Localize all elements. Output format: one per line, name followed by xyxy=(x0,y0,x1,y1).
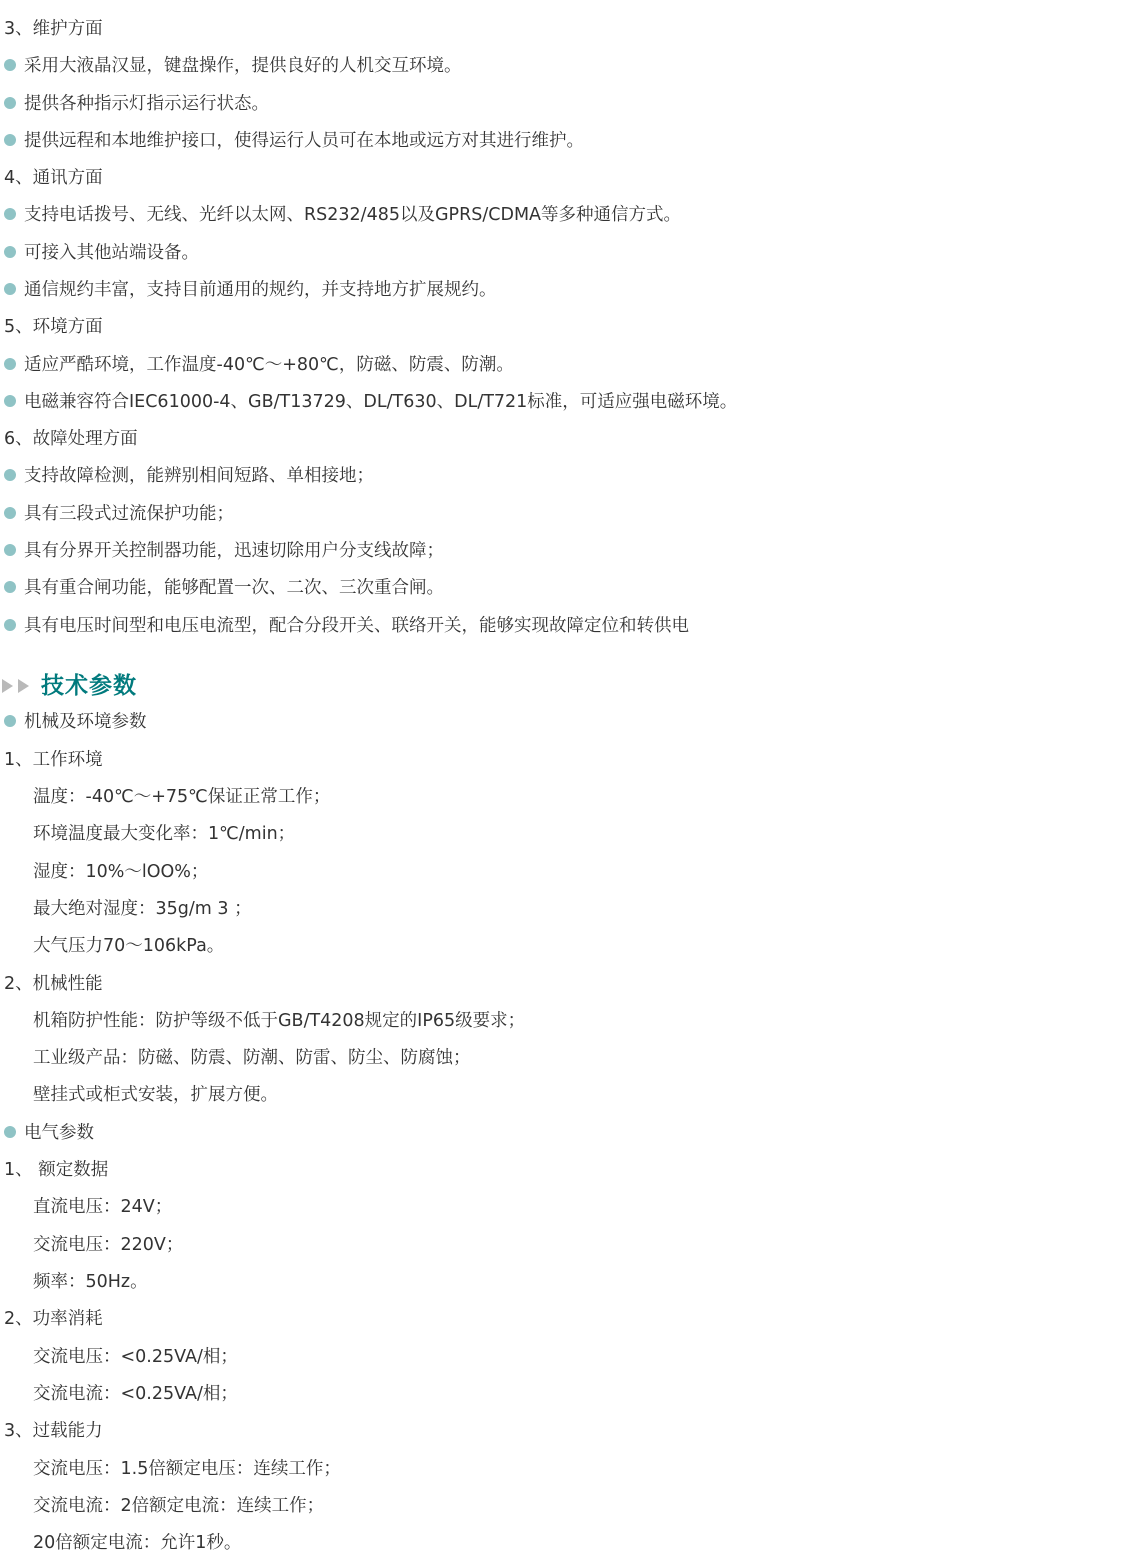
line-text: 2、功率消耗 xyxy=(4,1309,103,1329)
bullet-icon xyxy=(4,395,16,407)
line-text: 交流电流：<0.25VA/相； xyxy=(33,1384,238,1404)
section-title-tech-params xyxy=(2,669,137,703)
line-text: 频率：50Hz。 xyxy=(33,1272,148,1292)
bullet-icon xyxy=(4,507,16,519)
line-text: 具有分界开关控制器功能，迅速切除用户分支线故障； xyxy=(24,541,444,561)
param-line xyxy=(33,857,208,887)
line-text: 采用大液晶汉显，键盘操作，提供良好的人机交互环境。 xyxy=(24,56,462,76)
bullet-icon xyxy=(4,358,16,370)
list-item xyxy=(4,1118,94,1148)
bullet-icon xyxy=(4,59,16,71)
line-text: 环境温度最大变化率：1℃/min； xyxy=(33,824,296,844)
heading-communication xyxy=(4,163,103,193)
list-item xyxy=(4,275,497,305)
param-line xyxy=(33,1491,324,1521)
line-text: 提供远程和本地维护接口，使得运行人员可在本地或远方对其进行维护。 xyxy=(24,131,584,151)
param-line xyxy=(33,931,224,961)
line-text: 温度：-40℃～+75℃保证正常工作； xyxy=(33,787,331,807)
bullet-icon xyxy=(4,715,16,727)
line-text: 交流电流：2倍额定电流：连续工作； xyxy=(33,1496,325,1516)
arrow-right-icon xyxy=(2,679,13,693)
line-text: 1、 额定数据 xyxy=(4,1160,109,1180)
line-text: 6、故障处理方面 xyxy=(4,429,138,449)
subheading xyxy=(4,1155,108,1185)
list-item xyxy=(4,89,269,119)
line-text: 支持电话拨号、无线、光纤以太网、RS232/485以及GPRS/CDMA等多种通信方式。 xyxy=(24,205,682,225)
line-text: 机箱防护性能：防护等级不低于GB/T4208规定的IP65级要求； xyxy=(33,1011,526,1031)
param-line xyxy=(33,1006,525,1036)
line-text: 3、维护方面 xyxy=(4,19,103,39)
param-line xyxy=(33,1342,238,1372)
list-item xyxy=(4,461,374,491)
heading-maintenance xyxy=(4,14,103,44)
list-item xyxy=(4,536,444,566)
list-item xyxy=(4,126,584,156)
param-line xyxy=(33,1528,241,1558)
bullet-icon xyxy=(4,208,16,220)
line-text: 2、机械性能 xyxy=(4,974,103,994)
line-text: 1、工作环境 xyxy=(4,750,103,770)
line-text: 20倍额定电流：允许1秒。 xyxy=(33,1533,242,1553)
list-item xyxy=(4,350,514,380)
line-text: 电气参数 xyxy=(24,1123,94,1143)
line-text: 可接入其他站端设备。 xyxy=(24,243,199,263)
list-item xyxy=(4,611,689,641)
line-text: 4、通讯方面 xyxy=(4,168,103,188)
subheading xyxy=(4,745,103,775)
param-line xyxy=(33,782,330,812)
line-text: 湿度：10%～lOO%； xyxy=(33,862,209,882)
line-text: 3、过载能力 xyxy=(4,1421,103,1441)
list-item xyxy=(4,200,681,230)
line-text: 交流电压：1.5倍额定电压：连续工作； xyxy=(33,1459,341,1479)
line-text: 通信规约丰富，支持目前通用的规约，并支持地方扩展规约。 xyxy=(24,280,497,300)
list-item xyxy=(4,238,199,268)
line-text: 交流电压：220V； xyxy=(33,1235,184,1255)
list-item xyxy=(4,573,444,603)
bullet-icon xyxy=(4,469,16,481)
heading-fault-handling xyxy=(4,424,138,454)
bullet-icon xyxy=(4,97,16,109)
bullet-icon xyxy=(4,134,16,146)
subheading xyxy=(4,1304,103,1334)
line-text: 5、环境方面 xyxy=(4,317,103,337)
param-line xyxy=(33,1230,183,1260)
heading-environment xyxy=(4,312,103,342)
bullet-icon xyxy=(4,1126,16,1138)
bullet-icon xyxy=(4,283,16,295)
line-text: 支持故障检测，能辨别相间短路、单相接地； xyxy=(24,466,374,486)
param-line xyxy=(33,894,252,924)
subheading xyxy=(4,969,103,999)
subheading xyxy=(4,1416,103,1446)
bullet-icon xyxy=(4,544,16,556)
param-line xyxy=(33,1080,278,1110)
line-text: 直流电压：24V； xyxy=(33,1197,173,1217)
list-item xyxy=(4,707,147,737)
list-item xyxy=(4,387,737,417)
line-text: 具有三段式过流保护功能； xyxy=(24,504,234,524)
param-line xyxy=(33,1267,148,1297)
line-text: 提供各种指示灯指示运行状态。 xyxy=(24,94,269,114)
bullet-icon xyxy=(4,619,16,631)
line-text: 电磁兼容符合IEC61000-4、GB/T13729、DL/T630、DL/T721标准，可适应强电磁环境。 xyxy=(24,392,738,412)
arrow-right-icon xyxy=(18,679,29,693)
line-text: 适应严酷环境，工作温度-40℃～+80℃，防磁、防震、防潮。 xyxy=(24,355,514,375)
line-text: 具有电压时间型和电压电流型，配合分段开关、联络开关，能够实现故障定位和转供电 xyxy=(24,616,689,636)
param-line xyxy=(33,1192,172,1222)
param-line xyxy=(33,1043,471,1073)
section-title-text: 技术参数 xyxy=(41,673,137,699)
line-text: 工业级产品：防磁、防震、防潮、防雷、防尘、防腐蚀； xyxy=(33,1048,471,1068)
param-line xyxy=(33,819,295,849)
bullet-icon xyxy=(4,246,16,258)
line-text: 机械及环境参数 xyxy=(24,712,147,732)
list-item xyxy=(4,51,462,81)
list-item xyxy=(4,499,234,529)
line-text: 交流电压：<0.25VA/相； xyxy=(33,1347,238,1367)
bullet-icon xyxy=(4,581,16,593)
line-text: 壁挂式或柜式安装，扩展方便。 xyxy=(33,1085,278,1105)
line-text: 大气压力70～106kPa。 xyxy=(33,936,225,956)
line-text: 最大绝对湿度：35g/m 3 ； xyxy=(33,899,252,919)
line-text: 具有重合闸功能，能够配置一次、二次、三次重合闸。 xyxy=(24,578,444,598)
param-line xyxy=(33,1379,238,1409)
param-line xyxy=(33,1454,341,1484)
